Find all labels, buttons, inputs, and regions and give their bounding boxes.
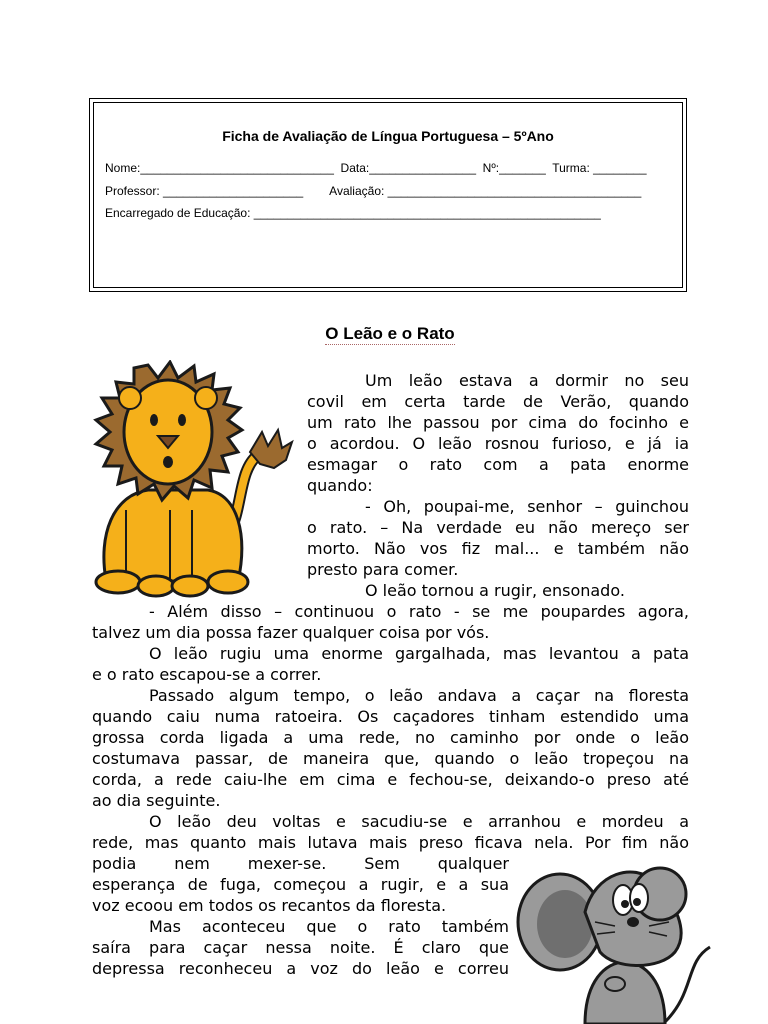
teacher-evaluation-line: Professor: _____________________ Avaliação: ______________________________________	[105, 184, 642, 198]
story-line: e o rato escapou-se a correr.	[92, 665, 322, 684]
story-line: Passado algum tempo, o leão andava a caçar na floresta	[149, 686, 689, 705]
story-line: esperança de fuga, começou a rugir, e a sua	[92, 875, 509, 894]
story-line: rede, mas quanto mais lutava mais preso ficava nela. Por fim não	[92, 833, 689, 852]
student-info-box	[89, 98, 687, 292]
story-line: quando caiu numa ratoeira. Os caçadores tinham estendido uma	[92, 707, 689, 726]
story-line: morto. Não vos fiz mal... e também não	[307, 539, 689, 558]
story-line: saíra para caçar nessa noite. É claro que	[92, 938, 509, 957]
story-line: O leão tornou a rugir, ensonado.	[365, 581, 625, 600]
story-line: esmagar o rato com a pata enorme	[307, 455, 689, 474]
story-line: costumava passar, de maneira que, quando o leão tropeçou na	[92, 749, 689, 768]
story-line: - Oh, poupai-me, senhor – guinchou	[365, 497, 689, 516]
story-line: voz ecoou em todos os recantos da floresta.	[92, 896, 447, 915]
story-title: O Leão e o Rato	[325, 324, 455, 343]
story-line: grossa corda ligada a uma rede, no caminho por onde o leão	[92, 728, 689, 747]
story-line: corda, a rede caiu-lhe em cima e fechou-se, deixando-o preso até	[92, 770, 689, 789]
story-line: o rato. – Na verdade eu não mereço ser	[307, 518, 689, 537]
guardian-line: Encarregado de Educação: ____________________________________________________	[105, 206, 601, 220]
story-block-right-of-lion	[307, 370, 689, 601]
story-block-left-of-mouse	[92, 853, 509, 979]
lion-illustration	[78, 360, 303, 600]
story-line: O leão deu voltas e sacudiu-se e arranhou e mordeu a	[149, 812, 689, 831]
story-line: Mas aconteceu que o rato também	[149, 917, 509, 936]
story-line: o acordou. O leão rosnou furioso, e já ia	[307, 434, 689, 453]
story-line: ao dia seguinte.	[92, 791, 221, 810]
story-line: talvez um dia possa fazer qualquer coisa por vós.	[92, 623, 490, 642]
story-line: um rato lhe passou por cima do focinho e	[307, 413, 689, 432]
story-line: Um leão estava a dormir no seu	[365, 371, 689, 390]
story-line: depressa reconheceu a voz do leão e correu	[92, 959, 509, 978]
story-block-full-width	[92, 601, 689, 853]
student-info-inner-border	[93, 102, 683, 288]
story-line: O leão rugiu uma enorme gargalhada, mas levantou a pata	[149, 644, 689, 663]
mouse-illustration	[515, 852, 715, 1024]
story-line: - Além disso – continuou o rato - se me poupardes agora,	[149, 602, 689, 621]
story-line: podia nem mexer-se. Sem qualquer	[92, 854, 509, 873]
story-line: covil em certa tarde de Verão, quando	[307, 392, 689, 411]
story-line: presto para comer.	[307, 560, 459, 579]
name-date-number-class-line: Nome:_____________________________ Data:________________ Nº:_______ Turma: ________	[105, 161, 647, 175]
worksheet-title: Ficha de Avaliação de Língua Portuguesa – 5ºAno	[222, 128, 554, 144]
story-line: quando:	[307, 476, 373, 495]
